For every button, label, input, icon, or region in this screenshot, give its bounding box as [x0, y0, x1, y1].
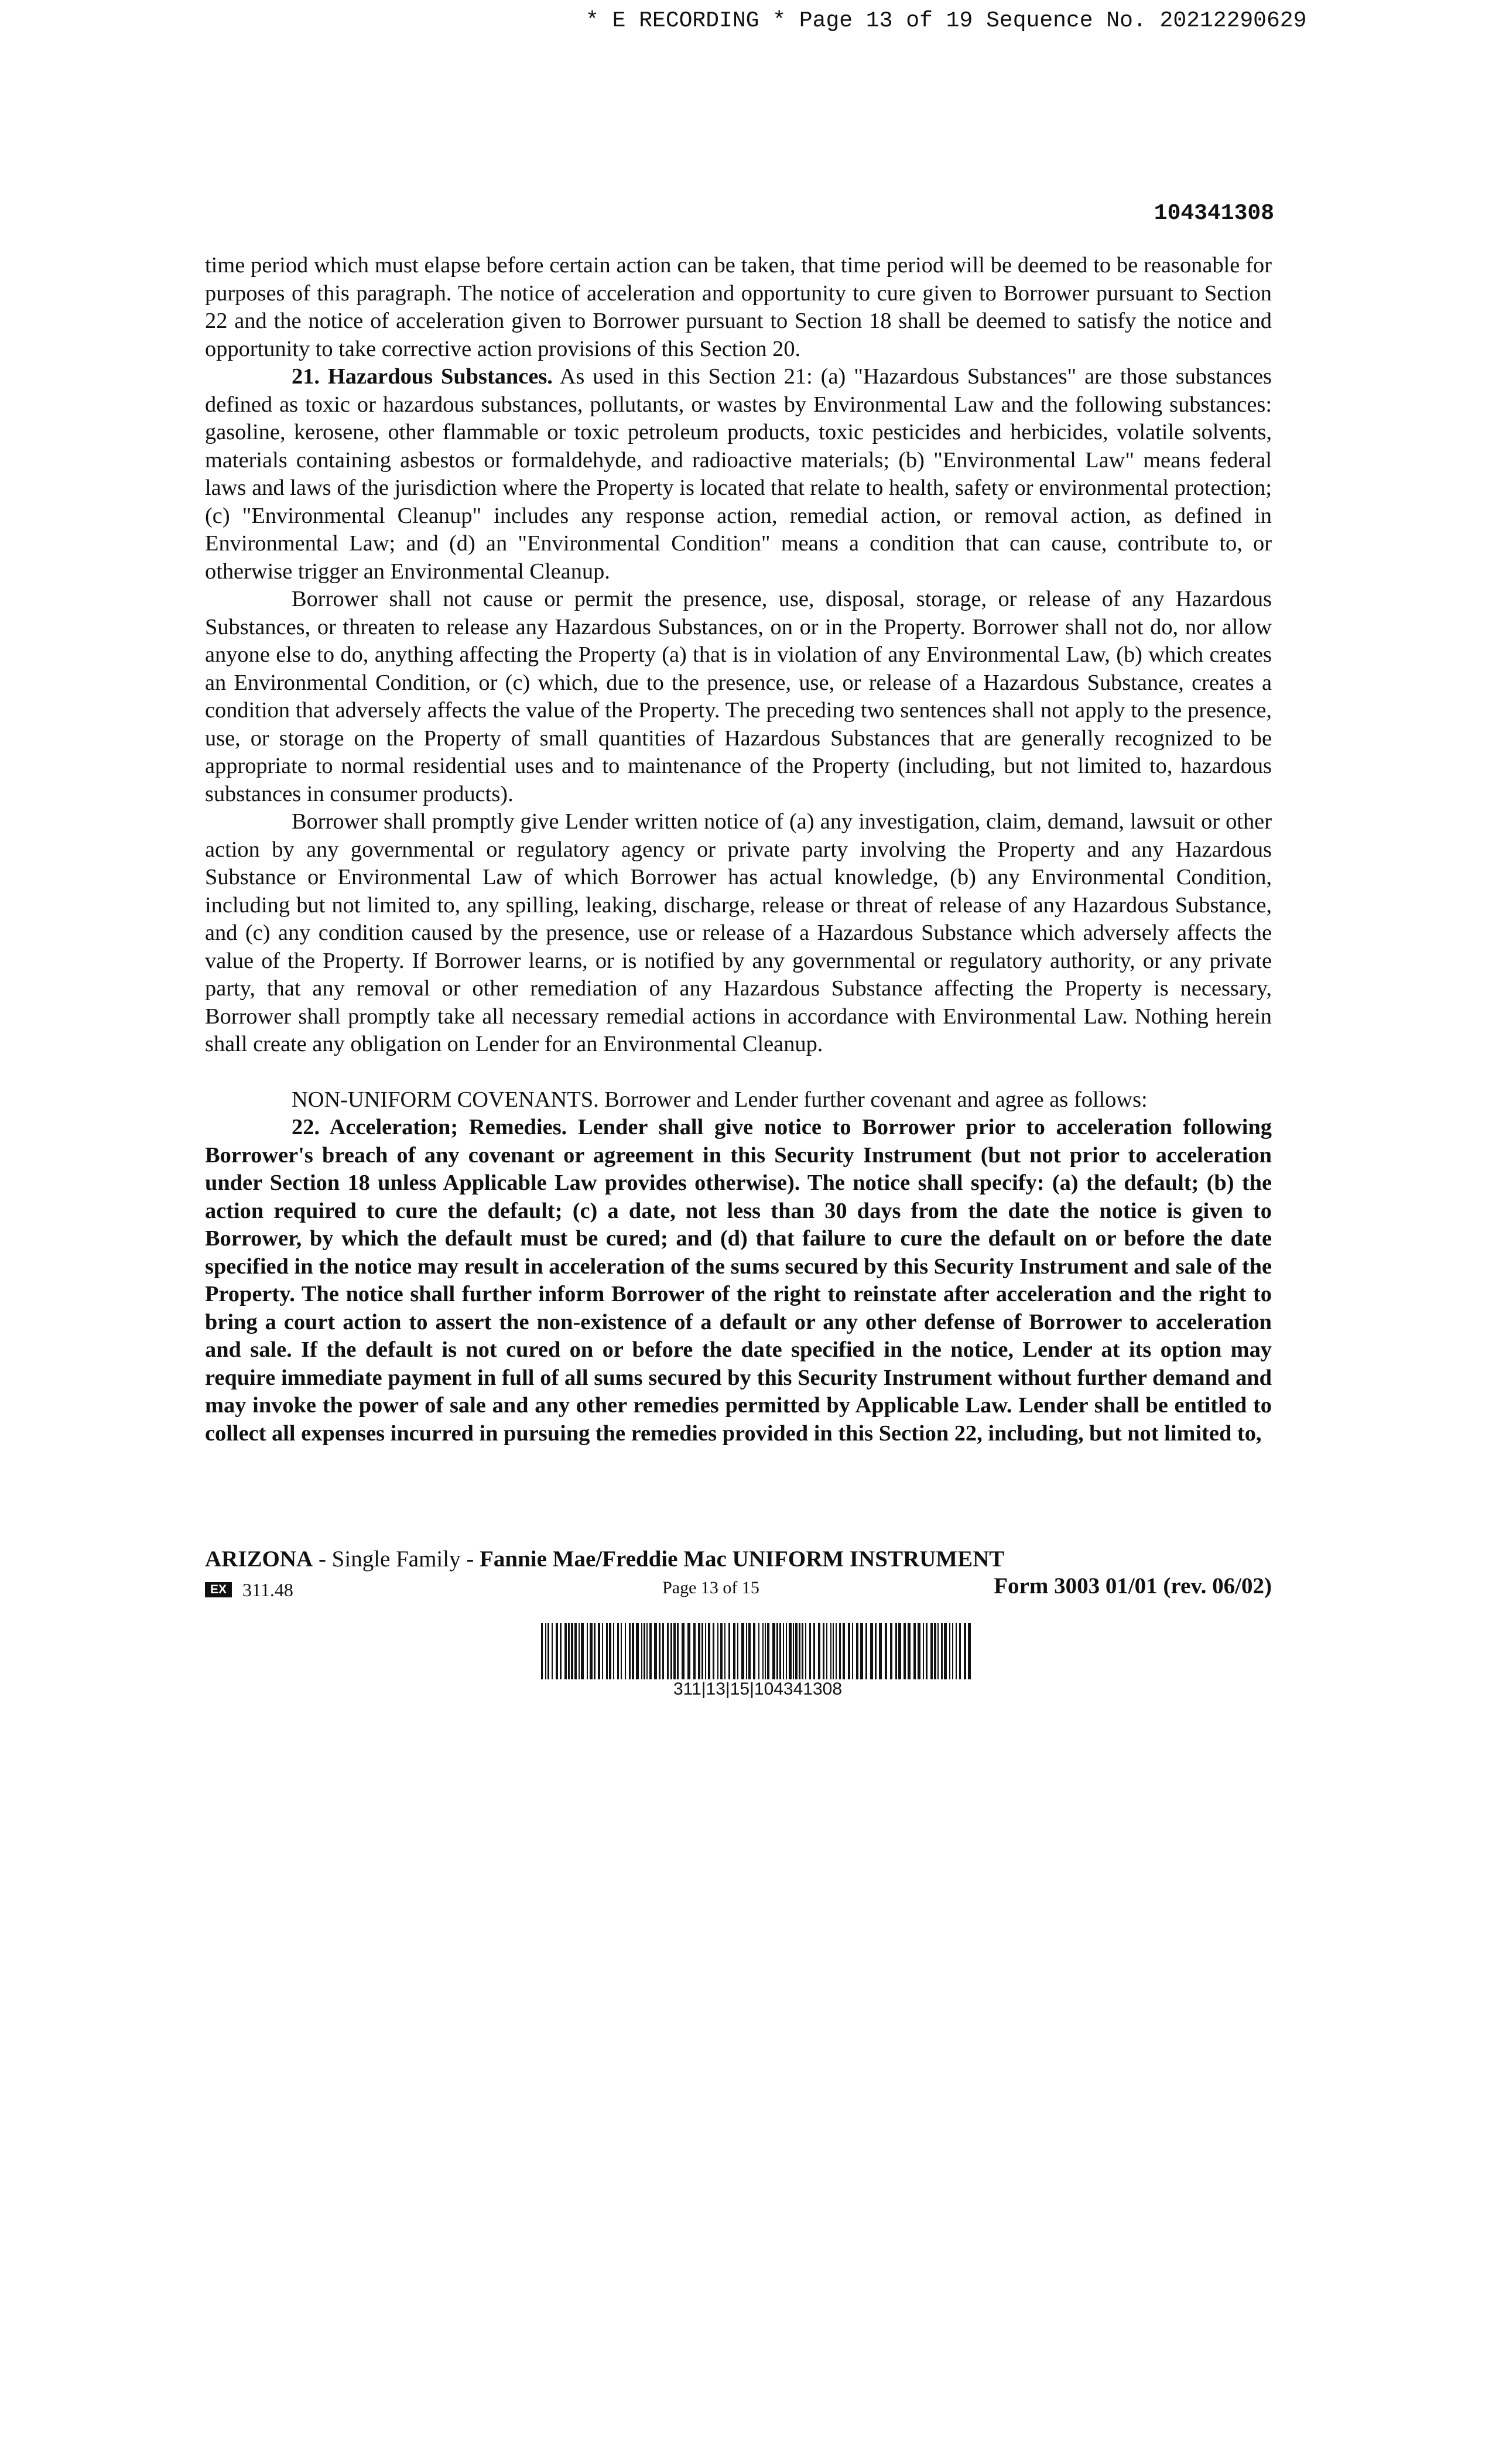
ex-logo-icon: EX: [205, 1582, 232, 1597]
footer-state: ARIZONA: [205, 1546, 313, 1572]
footer-row: [205, 1573, 1272, 1601]
loan-number: 104341308: [1154, 201, 1274, 226]
borrower-restrictions-paragraph: Borrower shall not cause or permit the presence, use, disposal, storage, or release of any Hazardous Substances, or threaten to release any Hazardous Substances, on or in the Property. Borrower shall not do, nor allow anyone else to do, anything affecting the Property (a) that is in violation of any Environmental Law, (b) which creates an Environmental Condition, or (c) which, due to the presence, use, or release of a Hazardous Substance, creates a condition that adversely affects the value of the Property. The preceding two sentences shall not apply to the presence, use, or storage on the Property of small quantities of Hazardous Substances that are generally recognized to be appropriate to normal residential uses and to maintenance of the Property (including, but not limited to, hazardous substances in consumer products).: [205, 587, 1272, 806]
footer-code-group: [205, 1579, 293, 1601]
borrower-notice-paragraph: Borrower shall promptly give Lender written notice of (a) any investigation, claim, demand, lawsuit or other action by any governmental or regulatory agency or private party involving the Property and any Hazardous Substance or Environmental Law of which Borrower has actual knowledge, (b) any Environmental Condition, including but not limited to, any spilling, leaking, discharge, release or threat of release of any Hazardous Substance, and (c) any condition caused by the presence, use or release of a Hazardous Substance which adversely affects the value of the Property. If Borrower learns, or is notified by any governmental or regulatory authority, or any private party, that any removal or other remediation of any Hazardous Substance affecting the Property is necessary, Borrower shall promptly take all necessary remedial actions in accordance with Environmental Law. Nothing herein shall create any obligation on Lender for an Environmental Cleanup.: [205, 809, 1272, 1056]
footer-title: [205, 1546, 1272, 1573]
section-21-heading: 21. Hazardous Substances.: [292, 364, 553, 389]
footer-form-number: Form 3003 01/01 (rev. 06/02): [994, 1573, 1272, 1599]
section-22-paragraph: 22. Acceleration; Remedies. Lender shall give notice to Borrower prior to acceleration following Borrower's breach of any covenant or agreement in this Security Instrument (but not prior to acceleration under Section 18 unless Applicable Law provides otherwise). The notice shall specify: (a) the default; (b) the action required to cure the default; (c) a date, not less than 30 days from the date the notice is given to Borrower, by which the default must be cured; and (d) that failure to cure the default on or before the date specified in the notice may result in acceleration of the sums secured by this Security Instrument and sale of the Property. The notice shall further inform Borrower of the right to reinstate after acceleration and the right to bring a court action to assert the non-existence of a default or any other defense of Borrower to acceleration and sale. If the default is not cured on or before the date specified in the notice, Lender at its option may require immediate payment in full of all sums secured by this Security Instrument without further demand and may invoke the power of sale and any other remedies permitted by Applicable Law. Lender shall be entitled to collect all expenses incurred in pursuing the remedies provided in this Section 22, including, but not limited to,: [205, 1115, 1272, 1446]
barcode-icon: [541, 1623, 974, 1679]
non-uniform-covenants: NON-UNIFORM COVENANTS. Borrower and Lender further covenant and agree as follows:: [292, 1087, 1148, 1112]
footer-page: Page 13 of 15: [662, 1578, 759, 1597]
footer-separator: - Single Family -: [313, 1546, 480, 1572]
footer-form-name: Fannie Mae/Freddie Mac UNIFORM INSTRUMENT: [480, 1546, 1005, 1572]
footer-code: 311.48: [242, 1579, 293, 1600]
document-body: [205, 252, 1272, 1447]
section-21-text: As used in this Section 21: (a) "Hazardous Substances" are those substances defined as toxic or hazardous substances, pollutants, or wastes by Environmental Law and the following substances: gasoline, kerosene, other flammable or toxic petroleum products, toxic pesticides and herbicides, volatile solvents, materials containing asbestos or formaldehyde, and radioactive materials; (b) "Environmental Law" means federal laws and laws of the jurisdiction where the Property is located that relate to health, safety or environmental protection; (c) "Environmental Cleanup" includes any response action, remedial action, or removal action, as defined in Environmental Law; and (d) an "Environmental Condition" means a condition that can cause, contribute to, or otherwise trigger an Environmental Cleanup.: [205, 364, 1272, 584]
page-footer: [205, 1546, 1272, 1601]
barcode-caption: 311|13|15|104341308: [673, 1679, 843, 1699]
section-21-paragraph: [205, 363, 1272, 586]
recording-header: * E RECORDING * Page 13 of 19 Sequence No. 20212290629: [586, 8, 1307, 33]
paragraph-continuation: time period which must elapse before certain action can be taken, that time period will be deemed to be reasonable for purposes of this paragraph. The notice of acceleration and opportunity to cure given to Borrower pursuant to Section 22 and the notice of acceleration given to Borrower pursuant to Section 18 shall be deemed to satisfy the notice and opportunity to take corrective action provisions of this Section 20.: [205, 253, 1272, 361]
